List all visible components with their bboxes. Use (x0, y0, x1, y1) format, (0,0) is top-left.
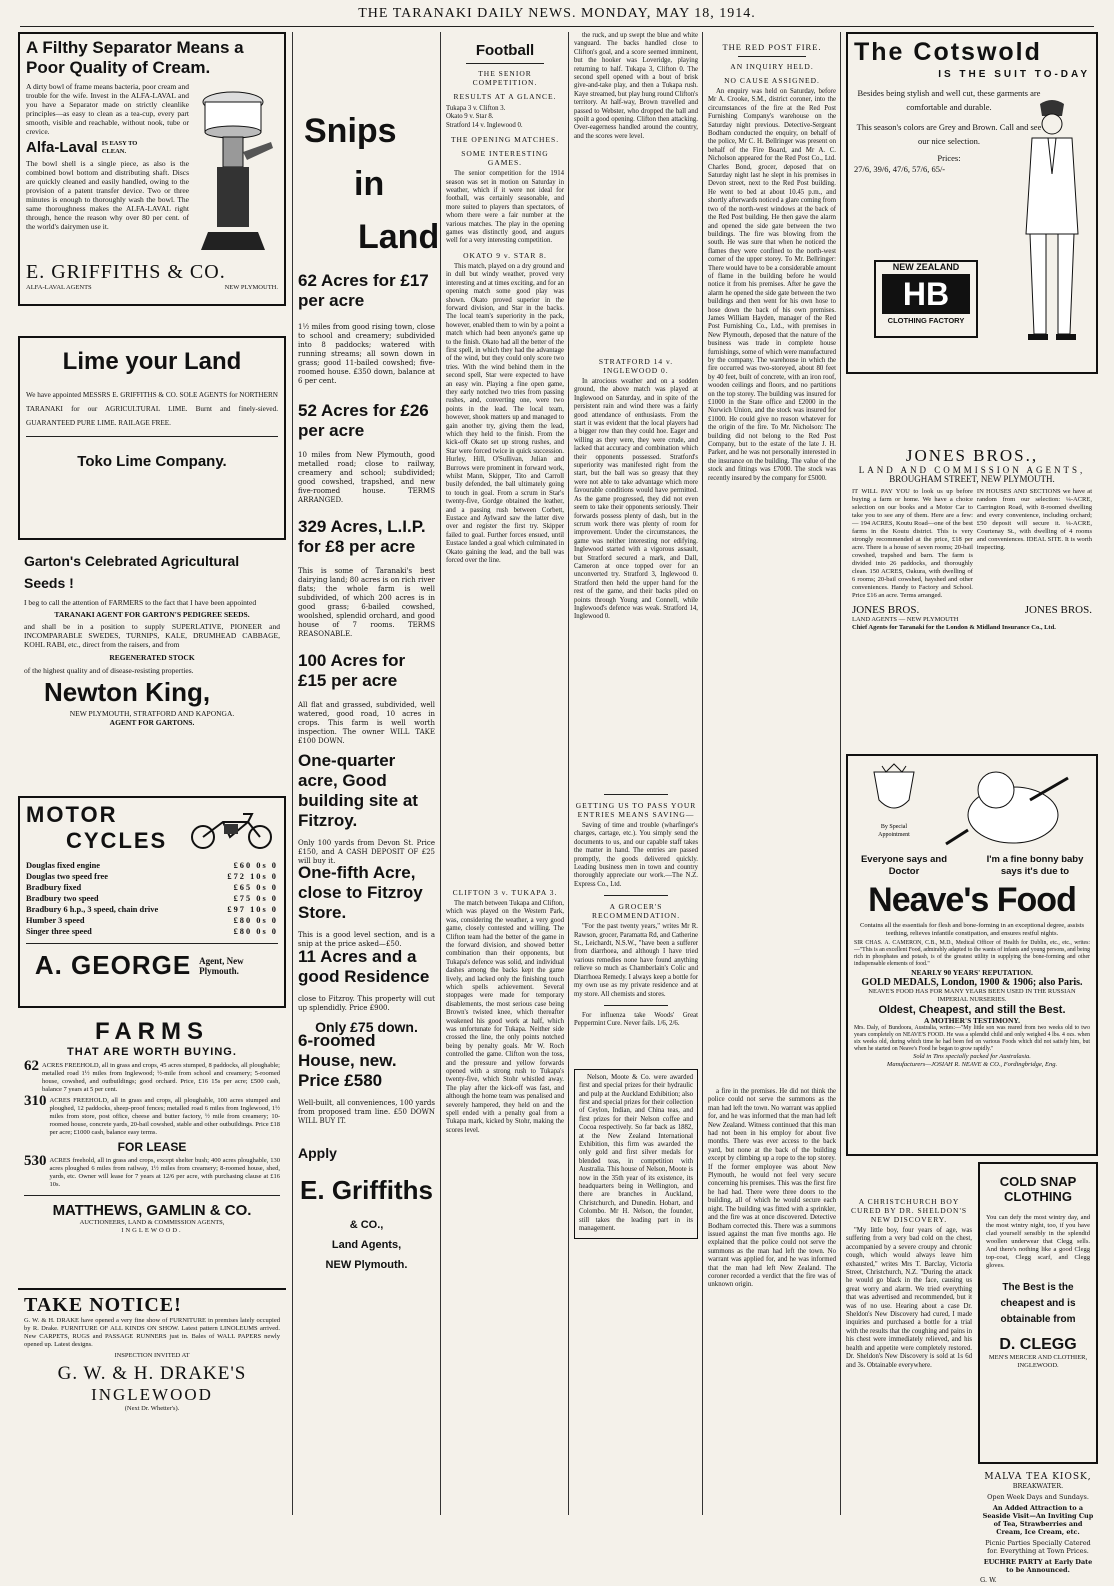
alfa-laval-tag: IS EASY TO CLEAN. (101, 139, 138, 155)
football-intro: The senior competition for the 1914 season was set in motion on Saturday in weather, which if it were not ideal for football, was certainly seasonable, and more suited to players than spectators, of whom there were a fair number at the various matches. The play in the opening games was distinctly good, and augurs well for a very interesting competition. (446, 170, 564, 245)
stratford-report: In atrocious weather and on a sodden ground, the above match was played at Inglewood on Saturday, and in spite of the persistent rain and wind there was a fairly good attendance of enthusiasts. From the start it was evident that the local players had a bigger row than they could hoe. Eager and willing as they were, they were crude, and lacked that accuracy and combination which their opponents possessed. Stratford's superiority was manifested right from the start, but the ball was so greasy that they were not able to take advantage which more favourable conditions would have permitted. As the game progressed, they did not even seem to take their opponents seriously. Their forwards possess plenty of dash, but in the scrum work there was plenty of room for improvement. Under the circumstances, the game was neither interesting nor edifying. Inglewood started with a vigorous assault, but Stratford secured a mark, and Dall, Cameron at once topped over for an unconverted try. Stratford 3, Inglewood 0. Stratford then held the upper hand for the rest of the game, and their backs piled on points through Young and Connell, while Inglewood's defence was weak. Stratford 14, Inglewood 0. (574, 378, 698, 621)
kiosk-ad (978, 1470, 1098, 1586)
for-lease-heading: FOR LEASE (117, 1140, 187, 1154)
land-lot-title: One-fifth Acre, close to Fitzroy Store. (298, 863, 423, 922)
lower-right-block (846, 1162, 1098, 1586)
column-rule (440, 32, 441, 1515)
land-lot-text: All flat and grassed, subdivided, well watered, good road, 10 acres in crops. This farm is well worth inspection. The owner WILL TAKE £100 DOWN. (298, 701, 435, 745)
motor-price-list (26, 860, 278, 937)
apply-label: Apply (298, 1145, 337, 1161)
newton-king-towns: NEW PLYMOUTH, STRATFORD AND KAPONGA. (69, 709, 235, 718)
football-h5: OKATO 9 v. STAR 8. (463, 250, 547, 260)
jones-footer: LAND AGENTS — NEW PLYMOUTH (852, 616, 959, 623)
result-line: Okato 9 v. Star 8. (446, 113, 494, 121)
express-ad-heading: GETTING US TO PASS YOUR ENTRIES MEANS SAVING— (575, 801, 697, 819)
farm-item-number: 62 (24, 1058, 39, 1074)
snips-word-1: Snips (304, 112, 397, 150)
column-rule (702, 32, 703, 1515)
clegg-title-1: COLD SNAP (999, 1174, 1077, 1189)
matthews-gamlin-town: INGLEWOOD. (121, 1227, 183, 1234)
lime-body: We have appointed MESSRS E. GRIFFITHS & CO. SOLE AGENTS for NORTHERN TARANAKI for our AGRICULTURAL LIME. Burnt and finely-sieved. GUARANTEED PURE LIME. RAILAGE FREE. (26, 391, 278, 427)
jones-footer-2: Chief Agents for Taranaki for the London & Midland Insurance Co., Ltd. (852, 624, 1056, 631)
land-lot-text: This is a good level section, and is a snip at the price asked—£50. (298, 931, 435, 948)
lime-ad (18, 336, 286, 540)
land-lot (298, 1031, 435, 1143)
land-lot-title: One-quarter acre, Good building site at Fitzroy. (298, 751, 418, 830)
football-h4: SOME INTERESTING GAMES. (461, 149, 549, 168)
farm-item-text: ACRES FREEHOLD, all in grass and crops, all ploughable, 100 acres stumped and ploughed, 12 paddocks, sheep-proof fences; metalled road 6 miles from Inglewood, 1½ miles from store, post office, cheese and butter factory, ½ mile from creamery; 10-roomed house, concrete yards, 20-bail cowshed, stable and other outbuildings. Price £18 per acre; £1000 cash, balance easy terms. (49, 1097, 280, 1136)
garton-agent: TARANAKI AGENT FOR GARTON'S PEDIGREE SEEDS. (54, 610, 250, 619)
jones-title: JONES BROS., (905, 446, 1039, 465)
neave-nurseries: NEAVE'S FOOD HAS FOR MANY YEARS BEEN USED IN THE RUSSIAN IMPERIAL NURSERIES. (868, 988, 1076, 1003)
land-lot-title: 52 Acres for £26 per acre (298, 401, 429, 440)
grocer-heading: A GROCER'S RECOMMENDATION. (591, 902, 681, 921)
baby-illustration-icon (938, 760, 1088, 850)
football-h1: THE SENIOR COMPETITION. (472, 69, 538, 87)
garton-body-1: I beg to call the attention of FARMERS to the fact that I have been appointed (24, 598, 257, 607)
land-lot (298, 401, 435, 517)
red-post-report: An enquiry was held on Saturday, before Mr A. Crooke, S.M., district coroner, into the circumstances of the fire at the Red Post Furnishing Company's warehouse on the Saturday night previous. Detective-Sergeant Bodham conducted the enquiry, on behalf of the police, Mr C. H. Bellringer was present on behalf of the Fire Board, and Mr A. C. Nicholson appeared for the Red Post Co., Ltd. Charles Bond, grocer, deposed that on Saturday night last he slept in his premises in Devon street, next to the Red Post building. He went to bed at about 10.45 p.m., and shortly afterwards noticed a glare coming from two of the north-west windows at the back of the Red Post building. He then gave the alarm and opened the side gate between the two buildings. The fire was blowing from the south. He was sure that when he noticed the flames they were confined to the north-west corner of the upper storey. To Mr. Bellringer: There would have to be a considerable amount of flame in the building before he would notice it from his premises. After he gave the alarm he opened the side gate between the two buildings and then went for his own hose to hose down the back of his own premises. James William Hayden, manager of the Red Post Furnishing Co., Ltd., with premises in New Plymouth, deposed that the nature of the business was trade in complete house furnishings, some of which were manufactured by the company. The warehouse in which the fire occurred was two-storeyed, about 80 feet by 40 feet, built of concrete, with an iron roof, wooden ceilings and floors, and no partitions on the top storey. The building was insured for £1000 in the State office and £2000 in the Norwich Union, and the stock was insured for £1000. He could give no reason whatever for the origin of the fire. To Mr. Nicholson: The building did not belong to the Red Post Company, but to the estate of the late J. H. Parker, and he was not personally interested in the insurance on the building. The value of the stock and fittings was £7000. The stock was recently insured by the company for £5000. (708, 88, 836, 482)
football-h3: THE OPENING MATCHES. (450, 135, 560, 145)
nelson-moote-box (574, 1069, 698, 1240)
express-ad-body: Saving of time and trouble (wharfinger's charges, cartage, etc.). You simply send the documents to us, and our capable staff takes the matter in hand. The entries are passed promptly, the goods delivered quickly. Leading business men in town and country thoroughly appreciate our work.—The N.Z. Express Co., Ltd. (574, 822, 698, 888)
cotswold-body: Besides being stylish and well cut, these garments are comfortable and durable. (857, 88, 1041, 112)
garton-body-3: of the highest quality and of disease-resisting properties. (24, 666, 194, 675)
griffiths-firm-name: E. GRIFFITHS & CO. (26, 261, 226, 283)
motor-row: Singer three speed £80 0s 0 (26, 927, 278, 936)
neave-quote-right: I'm a fine bonny baby says it's due to (986, 854, 1084, 877)
peppermint-cure: For influenza take Woods' Great Peppermint Cure. Never fails. 1/6, 2/6. (574, 1011, 698, 1028)
snips-word-2: in (354, 165, 385, 203)
column-red-post-fire (708, 32, 836, 1517)
jones-sub: LAND AND COMMISSION AGENTS, (858, 465, 1086, 475)
farms-ad (18, 1014, 286, 1282)
farm-item-text: ACRES freehold, all in grass and crops, except shelter bush; 400 acres ploughable, 130 acres ploughed 6 miles from railway, 1½ miles from creamery; 8-roomed house, shed, yards, etc. Owner will lease for 7 years at 12/6 per acre, with purchasing clause at £16 10s. (49, 1157, 280, 1188)
neave-years: NEARLY 90 YEARS' REPUTATION. (911, 968, 1033, 977)
motor-row: Douglas fixed engine £60 0s 0 (26, 861, 278, 870)
land-lot-title: 6-roomed House, new. Price £580 (298, 1031, 397, 1090)
jones-firm-left: JONES BROS. (852, 604, 920, 616)
okato-star-report: This match, played on a dry ground and in dull but windy weather, proved very interesting and at times exciting, and for an opening match some good play was shown. Okato proved superior in the forward division, and Star in the backs. The local team's superiority in the pack, however, enabled them to win by a point a match which had been anyone's game up to the finish. Okato had all the better of the first spell, in which they had the advantage of the wind, but they could only score two tries. With the wind behind them in the second spell, Star were expected to have an easy win. Playing a fine open game, they early notched two tries from passing rushes, and, converting one, were two points in the lead. The local team, however, shook matters up and managed to gain another try, giving them the lead, which they held to the finish. From the kick-off Okato set up strong rushes, and Star were forced twice in quick succession. Hurley, Hill, O'Sullivan, Julian and Burrows were prominent in forward work, whilst Mann, Skipper, Tito and Carroll busily defended, the ball ultimately going to touch in goal. From a scrum in Star's twenty-five, Gordge obtained the leather, and a passing rush between Corbett, Eustace and Aylward saw the latter dive over and register the first try. Skipper failed to goal. Further forces ensued, until Eustace landed a goal which culminated in Okato gaining the lead, and the ball was forced over the line. (446, 262, 564, 565)
land-lot-title: Only £75 down. (315, 1019, 418, 1035)
neave-testimony-heading: A MOTHER'S TESTIMONY. (923, 1016, 1021, 1025)
neave-body: Contains all the essentials for flesh and bone-forming in an exceptional degree, assists teething, relieves infantile constipation, and ensures restful nights. (859, 922, 1084, 937)
football-h2: RESULTS AT A GLANCE. (453, 92, 557, 101)
result-line: Stratford 14 v. Inglewood 0. (446, 121, 523, 129)
farms-sub: THAT ARE WORTH BUYING. (67, 1046, 237, 1058)
take-notice-headline: TAKE NOTICE! (24, 1294, 182, 1316)
clegg-firm: D. CLEGG (999, 1336, 1077, 1353)
christchurch-cure (846, 1162, 972, 1586)
football-results (446, 105, 564, 130)
a-george-firm: A. GEORGE (34, 950, 192, 980)
stratford-heading: STRATFORD 14 v. INGLEWOOD 0. (598, 357, 674, 375)
column-land-agents (298, 32, 440, 1517)
neave-maker: Manufacturers—JOSIAH R. NEAVE & CO., Fordingbridge, Eng. (886, 1061, 1058, 1068)
neave-quote-left: Everyone says and Doctor (860, 854, 948, 877)
motor-row: Bradbury 6 h.p., 3 speed, chain drive £97 10s 0 (26, 905, 278, 914)
separator-body-2: The bowl shell is a single piece, as also is the combined bowl bottom and distributing shaft. Discs are quickly cleaned and easily handled, owing to the provision of a patent transfer device. Two or three minutes is enough to thoroughly wash the bowl. The same thoroughness makes the ALFA-LAVAL right through, hence the reason why over 80 per cent. of the world's dairymen use it. (26, 159, 189, 231)
alfa-laval-brand: Alfa-Laval (26, 139, 98, 156)
land-lot-title: 11 Acres and a good Residence (298, 947, 430, 986)
jones-left-listing: IT WILL PAY YOU to look us up before buying a farm or home. We have a choice selection on our books and a Motor Car to take you to see any of them. Here are a few:— 194 ACRES, Koutu Road—one of the best farms in the Koutu district. This is very strongly recommended at the price, £18 per acre. There is a house of seven rooms; 20-bail cowshed, trapshed and barn. The farm is divided into 26 paddocks, and thoroughly clean. 150 ACRES, Oakura, with dwelling of 6 rooms; 20-bail cowshed, hayshed and other conveniences. Handy to Factory and School. Price £16 an acre. Terms arranged. (852, 488, 973, 599)
neave-doctor-quote: SIR CHAS. A. CAMERON, C.B., M.D., Medical Officer of Health for Dublin, etc., etc., writes:—"This is an excellent Food, admirably adapted to the wants of infants and young persons, and being rich in phosphates and potash, is of the greatest utility in supplying the bone-forming and other indispensable elements of food." (854, 940, 1090, 967)
separator-body: A dirty bowl of frame means bacteria, poor cream and trouble for the wife. Invest in the ALFA-LAVAL and you have a Separator made on strictly cleanlike principles—as easy to clean as a tea-cup, every part smooth, visible and reachable, without nook, tube or crevice. (26, 82, 189, 136)
red-post-report-cont: a fire in the premises. He did not think the police could not serve the summons as the man had left the town. No warrant was applied for, and he was informed that the man had left New Zealand. Witness continued that this man had not been in his employ for about five months. There was ever access to the back yard, but none at the back of the building except by climbing up a rope to the top storey. If the former employee was about New Plymouth, he would not feel very secure concerning his premises. This was the first fire he had had. There were three doors to the building, all of which he would secure each night. The building was fitted with a sprinkler, and the fire was at once discovered. Detective Bodham corrected this. There was a summons issued against the man five months ago. He explained that the police could not serve the summons as the man had left the town. No warrant was applied for, and he was informed that the man had left New Zealand. The coroner recorded a verdict that the fire was of unknown origin. (708, 1088, 836, 1289)
land-lot-title: 62 Acres for £17 per acre (298, 271, 429, 310)
clegg-best-3: obtainable from (1000, 1314, 1076, 1325)
cure-heading: A CHRISTCHURCH BOY CURED BY DR. SHELDON'S NEW DISCOVERY. (851, 1197, 967, 1224)
neave-medals: GOLD MEDALS, London, 1900 & 1906; also Paris. (861, 977, 1083, 988)
separator-headline-2: Poor Quality of Cream. (26, 58, 211, 77)
griffiths-land-agents: Land Agents, (331, 1239, 402, 1251)
column-ads-left (18, 32, 286, 1517)
nelson-moote-text: Nelson, Moote & Co. were awarded first and special prizes for their hydraulic and pulp at the Auckland Exhibition; also first and special prizes for their collection of Ceylon, Indian, and China teas, and first prizes for their Nelson coffee and Cocoa respectively. So far back as 1882, at the New Zealand International Exhibition, this firm was awarded the only gold and first silver medals for blended teas, in competition with Australia. This house of Nelson, Moote is now in the 35th year of its existence, its headquarters being in Wellington, and there are branches in Auckland, Christchurch, and Dunedin. Hobart, and Colombo. Mr H. Nelson, the founder, still takes the leading part in its management. (579, 1073, 693, 1233)
land-lot (298, 863, 435, 947)
separator-headline-1: A Filthy Separator Means a (26, 38, 244, 57)
clegg-ad (978, 1162, 1098, 1464)
motor-row: Humber 3 speed £80 0s 0 (26, 916, 278, 925)
clegg-body: You can defy the most wintry day, and the most wintry night, too, if you have clad yourself sensibly in the splendid woollen underwear that Clegg sells. And there's nothing like a good Clegg top-coat, Clegg scarf, and Clegg gloves. (986, 1214, 1090, 1269)
griffiths-land-firm: E. Griffiths (300, 1175, 433, 1205)
jones-bros-ad (846, 442, 1098, 748)
land-lot (298, 947, 435, 1035)
column-rule (292, 32, 293, 1515)
football-title: Football (475, 42, 535, 59)
royal-crest-icon (854, 760, 934, 850)
inspection-invited: INSPECTION INVITED AT (114, 1352, 190, 1359)
football-h6: CLIFTON 3 v. TUKAPA 3. (452, 887, 558, 897)
match-continuation: the ruck, and up swept the blue and white vanguard. The backs handled close to Clifton's goal, and a score seemed imminent, but the hooker was Loveridge, playing returning to half. Tukapa 3, Clifton 0. The second spell opened with a bout of brisk give-and-take play, and then a Tukapa rush. Kaye streamed, but play hung round Clifton's territory. At half-way, Brown travelled and passed to Webster, who dropped the ball and spoilt a good opening. Clifton then attacking. Over-eagerness handled around the country, and the scores were level. (574, 32, 698, 140)
land-lot (298, 517, 435, 651)
neave-sold: Sold in Tins specially packed for Australasia. (913, 1053, 1031, 1060)
matthews-gamlin-firm: MATTHEWS, GAMLIN & CO. (52, 1202, 252, 1219)
kiosk-title: MALVA TEA KIOSK, (984, 1472, 1092, 1482)
kiosk-line-5: G. W. (980, 1576, 997, 1584)
kiosk-line-2: An Added Attraction to a Seaside Visit—An Inviting Cup of Tea, Strawberries and Cream, Ice Cream, etc. (982, 1504, 1094, 1536)
column-football-cont (574, 32, 698, 1517)
matthews-gamlin-sub: AUCTIONEERS, LAND & COMMISSION AGENTS, (79, 1219, 225, 1226)
farms-headline: FARMS (95, 1018, 209, 1045)
motor-headline: MOTOR (26, 802, 118, 827)
column-football (446, 32, 564, 1517)
motor-row: Bradbury fixed £65 0s 0 (26, 883, 278, 892)
cotswold-ad (846, 32, 1098, 374)
separator-town: NEW PLYMOUTH. (224, 284, 278, 291)
motor-row: Douglas two speed free £72 10s 0 (26, 872, 278, 881)
column-rule (568, 32, 569, 1515)
separator-ad (18, 32, 286, 306)
garton-seeds-ad (18, 546, 286, 790)
cotswold-title: The Cotswold (854, 38, 1042, 66)
red-post-title: THE RED POST FIRE. (722, 42, 822, 52)
motor-cycles-ad (18, 796, 286, 1008)
garton-agent-line: AGENT FOR GARTONS. (109, 718, 195, 727)
neave-tagline: Oldest, Cheapest, and still the Best. (878, 1004, 1066, 1016)
jones-address: BROUGHAM STREET, NEW PLYMOUTH. (889, 474, 1055, 484)
neave-testimony: Mrs. Daly, of Bundoora, Australia, writes:—"My little son was reared from two weeks old to two years completely on NEAVE'S FOOD. He was a splendid child and only weighed 4 lbs. 4 ozs. when six weeks old, during which time he had been fed on various Foods which did not satisfy him, but when he started on Neave's Food he began to grow rapidly." (854, 1025, 1090, 1052)
land-lot (298, 271, 435, 401)
neaves-food-ad (846, 754, 1098, 1156)
neaves-food-title: Neave's Food (868, 881, 1076, 919)
man-in-suit-illustration-icon (1012, 94, 1092, 354)
clifton-tukapa-report: The match between Tukapa and Clifton, which was played on the Western Park, was, considering the weather, a very good game, closely contested and willing. The Clifton team had the better of the game in the forward division, and showed better combination than their opponents, but Tukapa's defence was solid, and individual dashes among the backs kept the game lively, and lacked only the finishing touch which spells achievement. Several stoppages were made for temporary disablements, the most serious case being Brown's twisted knee, which thereafter weakened his good work at half, which was unfortunate for Tukapa. Neither side crossed the line, the only points notched being by penalty goals. Mr W. Roch controlled the game. Clifton won the toss, and the pressure and yellow forwards opened with a strong rush to Tukapa's twenty-five, which Stohr whistled away. The play after the kick-off was fast, and although the home team was penalised and severely hampered, they held on and the spell ended with a penalty goal from a Tukapa mark, kicked by Stohr, making the scores level. (446, 899, 564, 1134)
cotswold-body-2: This season's colors are Grey and Brown. Call and see our nice selection. (856, 122, 1042, 146)
column-ads-right (846, 32, 1098, 1584)
griffiths-land-firm-2: & CO., (349, 1219, 384, 1231)
svg-text:By Special: By Special (880, 824, 908, 830)
garton-stock: REGENERATED STOCK (109, 653, 195, 662)
take-notice-body: G. W. & H. DRAKE have opened a very fine show of FURNITURE in premises lately occupied by R. Drake. FURNITURE OF ALL KINDS ON SHOW. Latest pattern LINOLEUMS arrived. New CARPETS, RUGS and PASSAGE RUNNERS just in. Bales of WALL PAPERS newly opened up. Latest designs. (24, 1317, 280, 1348)
land-lot-text: 10 miles from New Plymouth, good metalled road; close to railway, creamery and school; subdivided; good cowshed, trapshed, and new five-roomed house. TERMS ARRANGED. (298, 451, 435, 504)
griffiths-land-town: NEW Plymouth. (325, 1259, 408, 1271)
clegg-best-2: cheapest and is (1000, 1298, 1076, 1309)
drake-firm: G. W. & H. DRAKE'S (57, 1363, 247, 1384)
masthead: THE TARANAKI DAILY NEWS. MONDAY, MAY 18, 1914. (358, 6, 756, 21)
land-lot-text: 1½ miles from good rising town, close to school and creamery; subdivided into 8 paddocks; watered with running streams; all sown down in grass; good 11-bailed cowshed; five-roomed house. £350 down, balance at 6 per cent. (298, 323, 435, 385)
hb-badge (874, 260, 978, 338)
jones-firm-right: JONES BROS. (1024, 604, 1092, 616)
grocer-body: "For the past twenty years," writes Mr R. Rawson, grocer, Paramatta Rd, and Catherine St., Leichardt, N.S.W., "have been a sufferer from diarrhoea, and although I have tried various remedies none have found anything relieve so much as Chamberlain's Colic and Diarrhoea Remedy. I always keep a bottle for my own use as my private residence and at my store. All chemists and stores. (574, 923, 698, 998)
red-post-h2: NO CAUSE ASSIGNED. (724, 76, 820, 85)
hb-badge-bottom: CLOTHING FACTORY (887, 316, 965, 325)
land-lot-title: 329 Acres, L.I.P. for £8 per acre (298, 517, 426, 556)
result-line: Tukapa 3 v. Clifton 3. (446, 105, 506, 112)
land-lot-text: This is some of Taranaki's best dairying land; 80 acres is on rich river flats; the whole farm is well subdivided, of which 200 acres is in good grass; 6-bailed cowshed, woolshed, splendid orchard, and good house of 7 rooms. TERMS REASONABLE. (298, 567, 435, 638)
hb-badge-mid: HB (882, 274, 970, 314)
land-lot-text: Well-built, all conveniences, 100 yards from proposed tram line. £50 DOWN WILL BUY IT. (298, 1099, 435, 1125)
kiosk-sub: BREAKWATER. (1012, 1482, 1064, 1490)
cotswold-prices-label: Prices: (937, 153, 961, 163)
lime-headline: Lime your Land (62, 348, 242, 375)
column-rule (840, 32, 841, 1515)
clegg-firm-sub: MEN'S MERCER AND CLOTHIER, INGLEWOOD. (988, 1354, 1088, 1369)
kiosk-line-3: Picnic Parties Specially Catered for. Everything at Town Prices. (985, 1539, 1091, 1555)
snips-word-3: Land (358, 218, 440, 256)
garton-body-2: and shall be in a position to supply SUPERLATIVE, PIONEER and INCOMPARABLE SWEDES, TURNIPS, KALE, DRUMHEAD CABBAGE, KOHL RABI, etc., direct from the raisers, and from (24, 622, 280, 649)
drake-town: INGLEWOOD (91, 1385, 213, 1404)
cure-body: "My little boy, four years of age, was suffering from a very bad cold on the chest, accompanied by a severe croupy and chronic cough, which would always leave him exhausted," writes Mrs T. Barclay, Victoria Street, Christchurch, N.Z. "During the attack he would go black in the face, causing us great worry and alarm. We tried everything that was advertised and recommended, but it was of no use. Hearing about a case Dr. Sheldon's New Discovery had cured, I made inquiries and purchased a bottle for a trial with the results that the coughing and pains in his chest were immediately relieved, and his health and appetite were completely restored. Dr. Sheldon's New Discovery is sold at 1s 6d and 3s. Obtainable everywhere. (846, 1227, 972, 1369)
land-lot-text: Only 100 yards from Devon St. Price £150, and A CASH DEPOSIT OF £25 will buy it. (298, 839, 435, 865)
masthead-rule (20, 26, 1094, 27)
farm-item-number: 530 (24, 1153, 47, 1169)
motor-row: Bradbury two speed £75 0s 0 (26, 894, 278, 903)
red-post-h1: AN INQUIRY HELD. (730, 62, 814, 71)
a-george-tag: Agent, New Plymouth. (199, 955, 244, 976)
newton-king-firm: Newton King, (44, 677, 211, 707)
land-lot-title: 100 Acres for £15 per acre (298, 651, 406, 690)
land-lot (298, 751, 435, 863)
take-notice-ad (18, 1288, 286, 1448)
cycles-headline: CYCLES (66, 828, 168, 853)
alfa-laval-agents: ALFA-LAVAL AGENTS (26, 284, 92, 291)
farm-item-text: ACRES FREEHOLD, all in grass and crops, 45 acres stumped, 8 paddocks, all ploughable; metalled road 1½ miles from Inglewood; ½-mile from school and creamery; 5-roomed house, cowshed, and outbuildings; good orchard. Price, £16 15s per acre; £500 cash, balance 7 years at 5 per cent. (42, 1062, 280, 1093)
svg-text:Appointment: Appointment (878, 832, 910, 838)
motorcycle-illustration-icon (188, 802, 278, 850)
jones-right-listing: IN HOUSES AND SECTIONS we have at random from our selection: ¼-ACRE, Carrington Road, with 8-roomed dwelling and every convenience, including orchard; £50 deposit will secure it. ¼-ACRE, Courtenay St., with dwelling of 4 rooms and conveniences. IDEAL SITE. It is worth inspecting. (976, 488, 1092, 551)
clegg-title-2: CLOTHING (1004, 1189, 1072, 1204)
toko-lime-company: Toko Lime Company. (77, 453, 227, 470)
land-lot (298, 651, 435, 751)
cotswold-sub: IS THE SUIT TO-DAY (938, 69, 1090, 80)
kiosk-line-4: EUCHRE PARTY at Early Date to be Announced. (983, 1558, 1093, 1574)
garton-headline: Garton's Celebrated Agricultural Seeds ! (24, 553, 240, 591)
cotswold-prices: 27/6, 39/6, 47/6, 57/6, 65/- (854, 164, 946, 174)
drake-note: (Next Dr. Whetter's). (124, 1405, 180, 1412)
clegg-and-kiosk (978, 1162, 1098, 1586)
hb-badge-top: NEW ZEALAND (892, 262, 960, 272)
land-lot-text: close to Fitzroy. This property will cut up splendidly. Price £900. (298, 995, 435, 1012)
cream-separator-illustration-icon (193, 82, 278, 257)
farm-item-number: 310 (24, 1093, 47, 1109)
kiosk-line-1: Open Week Days and Sundays. (987, 1493, 1089, 1501)
clegg-best-1: The Best is the (1002, 1282, 1074, 1293)
